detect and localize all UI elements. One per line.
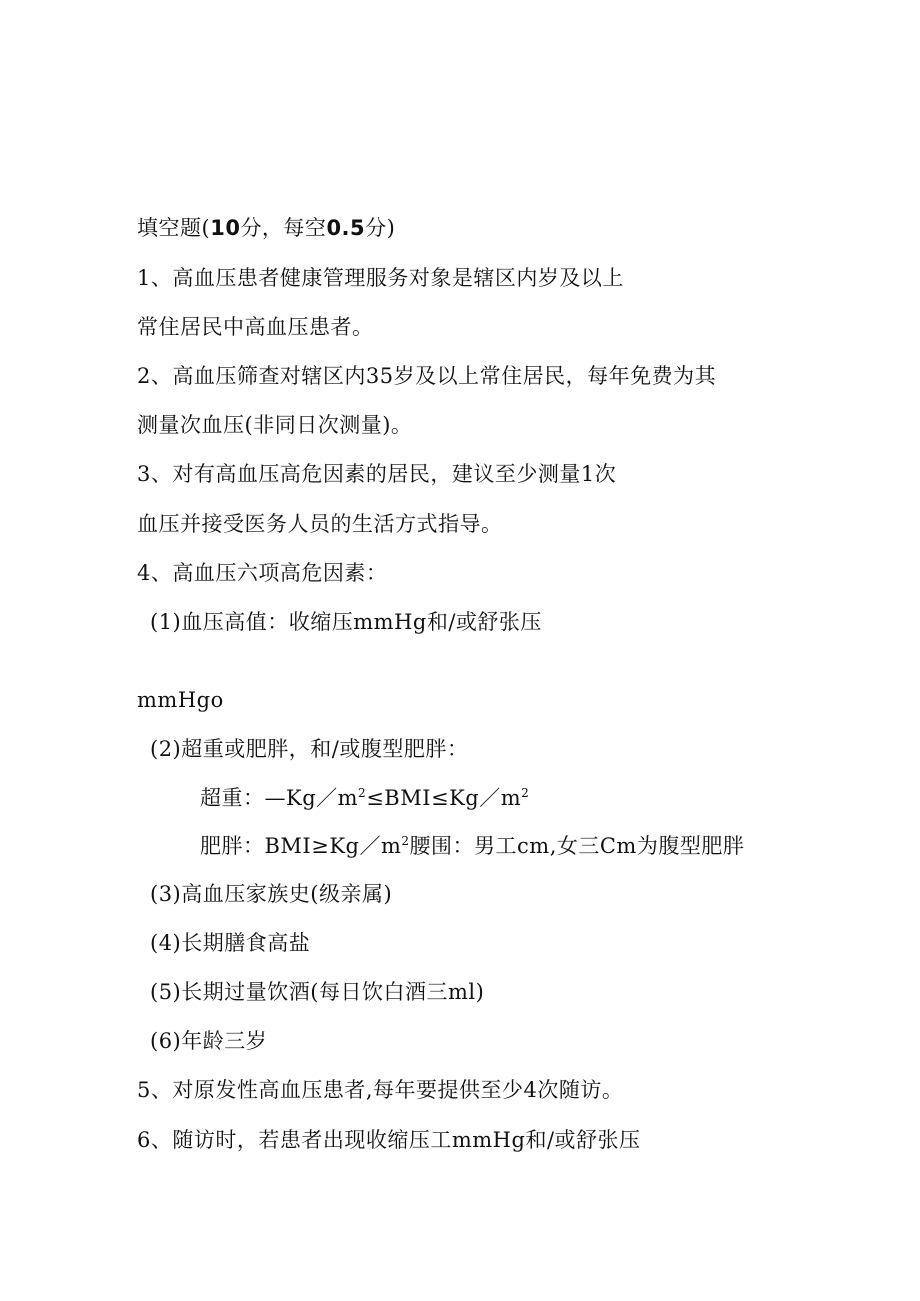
heading-score-total: 10	[210, 216, 241, 240]
risk-factor-3: (3)高血压家族史(级亲属)	[150, 882, 393, 906]
risk-factor-1-line-1: (1)血压高值：收缩压mmHg和/或舒张压	[150, 610, 542, 634]
question-1-line-2: 常住居民中高血压患者。	[137, 315, 374, 339]
question-2-line-2: 测量次血压(非同日次测量)。	[137, 413, 413, 437]
obesity-sup-1: 2	[401, 834, 410, 848]
heading-middle: 分，每空	[240, 216, 327, 240]
question-3-line-2: 血压并接受医务人员的生活方式指导。	[137, 512, 503, 536]
question-4-title: 4、高血压六项高危因素：	[137, 561, 388, 585]
section-heading	[137, 214, 395, 242]
obesity-text-2: 腰围：男工cm,女三Cm为腹型肥胖	[409, 834, 745, 858]
question-2-line-1: 2、高血压筛查对辖区内35岁及以上常住居民，每年免费为其	[137, 364, 717, 388]
obesity-text-1: 肥胖：BMI≥Kg／m	[200, 834, 402, 858]
risk-factor-4: (4)长期膳食高盐	[150, 931, 311, 955]
overweight-criteria	[200, 784, 529, 812]
overweight-sup-1: 2	[358, 786, 367, 800]
risk-factor-1-line-2: mmHgo	[137, 688, 224, 712]
question-6-line-1: 6、随访时，若患者出现收缩压工mmHg和/或舒张压	[137, 1128, 641, 1152]
risk-factor-5: (5)长期过量饮酒(每日饮白酒三ml)	[150, 980, 485, 1004]
obesity-criteria	[200, 832, 744, 860]
overweight-text-1: 超重：—Kg／m	[200, 786, 359, 810]
overweight-sup-2: 2	[521, 786, 530, 800]
risk-factor-6: (6)年龄三岁	[150, 1029, 268, 1053]
heading-prefix: 填空题(	[137, 216, 211, 240]
heading-suffix: 分)	[365, 216, 396, 240]
question-1-line-1: 1、高血压患者健康管理服务对象是辖区内岁及以上	[137, 266, 624, 290]
question-3-line-1: 3、对有高血压高危因素的居民，建议至少测量1次	[137, 462, 617, 486]
overweight-text-2: ≤BMI≤Kg／m	[366, 786, 522, 810]
risk-factor-2: (2)超重或肥胖，和/或腹型肥胖：	[150, 737, 469, 761]
question-5: 5、对原发性高血压患者,每年要提供至少4次随访。	[137, 1078, 624, 1102]
heading-score-each: 0.5	[326, 216, 366, 240]
